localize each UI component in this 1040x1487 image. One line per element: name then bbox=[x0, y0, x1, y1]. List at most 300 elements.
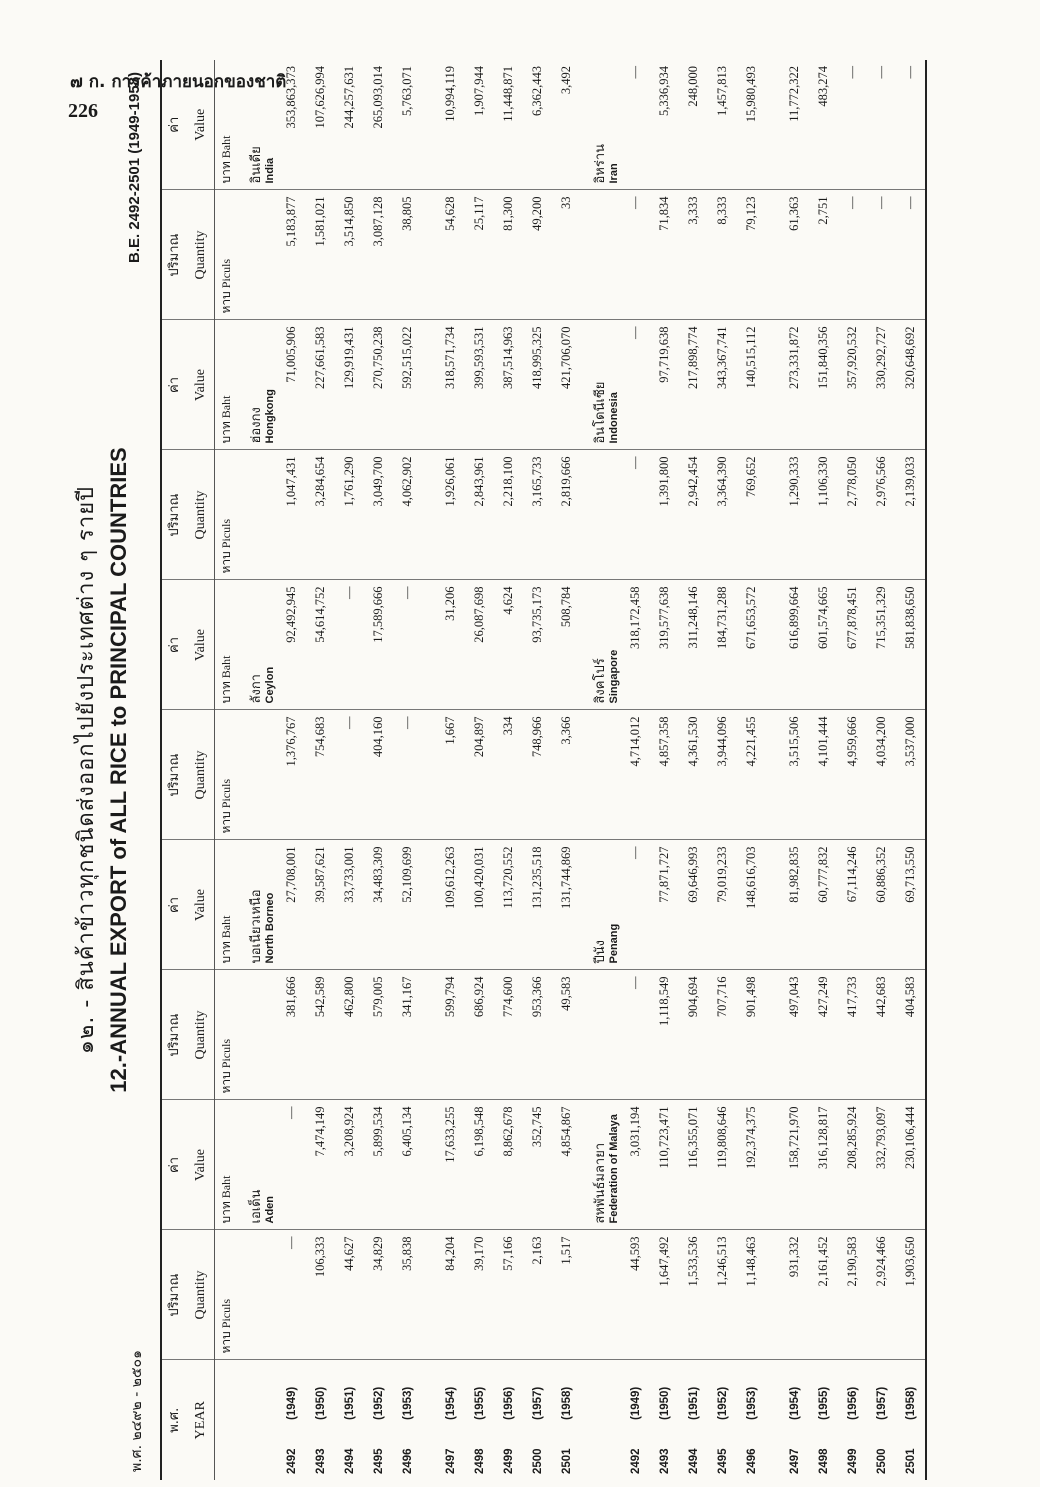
value-cell: 11,772,322 bbox=[780, 60, 809, 190]
country-spacer bbox=[581, 190, 621, 320]
quantity-cell: 404,160 bbox=[364, 710, 393, 840]
year-cell bbox=[552, 1360, 581, 1480]
quantity-cell: 1,246,513 bbox=[708, 1230, 737, 1360]
value-cell: 421,706,070 bbox=[552, 320, 581, 450]
quantity-cell: 4,959,666 bbox=[838, 710, 867, 840]
country-name-english: Ceylon bbox=[264, 666, 276, 704]
row-spacer-cell bbox=[766, 970, 780, 1100]
value-cell: 399,593,531 bbox=[465, 320, 494, 450]
page-number: 226 bbox=[68, 100, 98, 122]
value-cell: 100,420,031 bbox=[465, 840, 494, 970]
table-row bbox=[335, 60, 364, 1480]
value-cell: 60,886,352 bbox=[867, 840, 896, 970]
year-ad: (1953) bbox=[745, 1386, 758, 1420]
table-row bbox=[809, 60, 838, 1480]
value-cell: 129,919,431 bbox=[335, 320, 364, 450]
row-spacer-cell bbox=[766, 710, 780, 840]
country-name-thai: อินโดนีเซีย bbox=[593, 381, 608, 444]
value-cell: 330,292,727 bbox=[867, 320, 896, 450]
rice-export-table bbox=[160, 60, 927, 1480]
quantity-cell: 904,694 bbox=[679, 970, 708, 1100]
year-ad: (1956) bbox=[502, 1386, 515, 1420]
country-name bbox=[581, 60, 621, 190]
year-cell bbox=[838, 1360, 867, 1480]
quantity-cell: 462,800 bbox=[335, 970, 364, 1100]
value-cell: 54,614,752 bbox=[306, 580, 335, 710]
unit-piculs: หาบ Piculs bbox=[215, 710, 238, 840]
value-cell: 31,206 bbox=[436, 580, 465, 710]
row-spacer-cell bbox=[766, 450, 780, 580]
value-cell: 119,808,646 bbox=[708, 1100, 737, 1230]
row-spacer-cell bbox=[422, 1100, 436, 1230]
value-cell: 320,648,692 bbox=[896, 320, 926, 450]
year-ad: (1951) bbox=[343, 1386, 356, 1420]
unit-row bbox=[215, 60, 238, 1480]
table-row bbox=[780, 60, 809, 1480]
quantity-cell: 417,733 bbox=[838, 970, 867, 1100]
year-be: 2496 bbox=[745, 1448, 758, 1474]
quantity-cell: 1,761,290 bbox=[335, 450, 364, 580]
row-spacer-cell bbox=[766, 1360, 780, 1480]
quantity-cell: 1,533,536 bbox=[679, 1230, 708, 1360]
quantity-cell: 334 bbox=[494, 710, 523, 840]
quantity-cell: 2,843,961 bbox=[465, 450, 494, 580]
country-spacer bbox=[581, 710, 621, 840]
year-be: 2495 bbox=[372, 1448, 385, 1474]
quantity-cell: 49,200 bbox=[523, 190, 552, 320]
value-cell: 93,735,173 bbox=[523, 580, 552, 710]
quantity-cell: 1,903,650 bbox=[896, 1230, 926, 1360]
table-title-english: 12.-ANNUAL EXPORT of ALL RICE to PRINCIPAL COUNTRIES bbox=[106, 447, 131, 1093]
table-row bbox=[494, 60, 523, 1480]
value-cell: 131,235,518 bbox=[523, 840, 552, 970]
quantity-cell: 3,366 bbox=[552, 710, 581, 840]
quantity-cell: 2,218,100 bbox=[494, 450, 523, 580]
value-cell: 97,719,638 bbox=[650, 320, 679, 450]
year-be: 2496 bbox=[401, 1448, 414, 1474]
quantity-cell: 4,714,012 bbox=[621, 710, 650, 840]
quantity-cell: 404,583 bbox=[896, 970, 926, 1100]
year-be: 2492 bbox=[285, 1448, 298, 1474]
value-cell: — bbox=[621, 320, 650, 450]
quantity-cell: 4,062,902 bbox=[393, 450, 422, 580]
quantity-cell: 2,161,452 bbox=[809, 1230, 838, 1360]
val-header-thai: ค่า bbox=[167, 637, 182, 653]
value-cell: 109,612,263 bbox=[436, 840, 465, 970]
country-name bbox=[237, 60, 277, 190]
quantity-cell: 4,034,200 bbox=[867, 710, 896, 840]
quantity-cell: 953,366 bbox=[523, 970, 552, 1100]
year-ad: (1950) bbox=[314, 1386, 327, 1420]
qty-header-english: Quantity bbox=[193, 1270, 208, 1320]
value-cell: — bbox=[896, 60, 926, 190]
quantity-cell: 1,118,549 bbox=[650, 970, 679, 1100]
value-cell: 208,285,924 bbox=[838, 1100, 867, 1230]
table-row bbox=[306, 60, 335, 1480]
country-spacer bbox=[581, 970, 621, 1100]
value-cell: 671,653,572 bbox=[737, 580, 766, 710]
year-be: 2492 bbox=[629, 1448, 642, 1474]
table-row bbox=[523, 60, 552, 1480]
country-spacer bbox=[237, 1230, 277, 1360]
quantity-cell: 427,249 bbox=[809, 970, 838, 1100]
value-cell: 5,763,071 bbox=[393, 60, 422, 190]
value-cell: 418,995,325 bbox=[523, 320, 552, 450]
year-be: 2500 bbox=[875, 1448, 888, 1474]
quantity-cell: 754,683 bbox=[306, 710, 335, 840]
row-spacer-cell bbox=[422, 1230, 436, 1360]
row-spacer-cell bbox=[422, 320, 436, 450]
quantity-cell: 1,290,333 bbox=[780, 450, 809, 580]
quantity-cell: 748,966 bbox=[523, 710, 552, 840]
value-cell: 318,172,458 bbox=[621, 580, 650, 710]
quantity-cell: — bbox=[393, 710, 422, 840]
year-ad: (1952) bbox=[372, 1386, 385, 1420]
year-cell bbox=[650, 1360, 679, 1480]
country-name bbox=[237, 580, 277, 710]
year-be: 2501 bbox=[560, 1448, 573, 1474]
country-name-english: Indonesia bbox=[608, 392, 620, 444]
year-header bbox=[161, 1360, 215, 1480]
unit-blank bbox=[215, 1360, 238, 1480]
row-spacer bbox=[766, 60, 780, 1480]
unit-baht: บาท Baht bbox=[215, 60, 238, 190]
value-cell: 60,777,832 bbox=[809, 840, 838, 970]
row-spacer-cell bbox=[422, 580, 436, 710]
quantity-cell: 49,583 bbox=[552, 970, 581, 1100]
year-cell bbox=[809, 1360, 838, 1480]
year-ad: (1954) bbox=[788, 1386, 801, 1420]
quantity-cell: 57,166 bbox=[494, 1230, 523, 1360]
value-cell: 1,457,813 bbox=[708, 60, 737, 190]
value-cell: 6,405,134 bbox=[393, 1100, 422, 1230]
unit-baht: บาท Baht bbox=[215, 320, 238, 450]
table-title-thai: ๑๒. - สินค้าข้าวทุกชนิดส่งออกไปยังประเทศต่าง ๆ รายปี bbox=[74, 485, 99, 1055]
value-cell: 217,898,774 bbox=[679, 320, 708, 450]
table-row bbox=[708, 60, 737, 1480]
value-cell: 483,274 bbox=[809, 60, 838, 190]
val-header-english: Value bbox=[193, 629, 208, 661]
value-cell: — bbox=[621, 840, 650, 970]
row-spacer-cell bbox=[766, 320, 780, 450]
country-row-blank bbox=[237, 1360, 277, 1480]
qty-header-thai: ปริมาณ bbox=[167, 1013, 182, 1057]
value-cell: 151,840,356 bbox=[809, 320, 838, 450]
country-name-english: North Borneo bbox=[264, 892, 276, 964]
value-cell: 3,492 bbox=[552, 60, 581, 190]
value-cell: 26,087,698 bbox=[465, 580, 494, 710]
value-cell: — bbox=[335, 580, 364, 710]
quantity-cell: 341,167 bbox=[393, 970, 422, 1100]
value-cell: 677,878,451 bbox=[838, 580, 867, 710]
value-cell: 715,351,329 bbox=[867, 580, 896, 710]
country-spacer bbox=[581, 450, 621, 580]
country-name-thai: บอเนียวเหนือ bbox=[249, 889, 264, 964]
value-cell: 79,019,233 bbox=[708, 840, 737, 970]
year-be: 2500 bbox=[531, 1448, 544, 1474]
value-cell: 332,793,097 bbox=[867, 1100, 896, 1230]
value-cell: — bbox=[621, 60, 650, 190]
value-cell: 357,920,532 bbox=[838, 320, 867, 450]
value-cell: 616,899,664 bbox=[780, 580, 809, 710]
quantity-cell: 3,515,506 bbox=[780, 710, 809, 840]
year-ad: (1955) bbox=[817, 1386, 830, 1420]
quantity-cell: 5,183,877 bbox=[277, 190, 306, 320]
unit-baht: บาท Baht bbox=[215, 580, 238, 710]
value-cell: 6,198,548 bbox=[465, 1100, 494, 1230]
quantity-cell: 81,300 bbox=[494, 190, 523, 320]
row-spacer-cell bbox=[422, 1360, 436, 1480]
val-header-english: Value bbox=[193, 108, 208, 141]
country-name-thai: ฮ่องกง bbox=[249, 407, 264, 444]
value-cell: 319,577,638 bbox=[650, 580, 679, 710]
quantity-cell: — bbox=[277, 1230, 306, 1360]
value-cell: 77,871,727 bbox=[650, 840, 679, 970]
country-spacer bbox=[237, 970, 277, 1100]
value-cell: 318,571,734 bbox=[436, 320, 465, 450]
value-cell: 581,838,650 bbox=[896, 580, 926, 710]
country-name-english: Iran bbox=[608, 163, 620, 184]
qty-header-english: Quantity bbox=[193, 230, 208, 280]
value-cell: 5,336,934 bbox=[650, 60, 679, 190]
quantity-cell: 774,600 bbox=[494, 970, 523, 1100]
quantity-cell: 931,332 bbox=[780, 1230, 809, 1360]
quantity-cell: 3,087,128 bbox=[364, 190, 393, 320]
quantity-header bbox=[161, 710, 215, 840]
value-cell: 39,587,621 bbox=[306, 840, 335, 970]
country-name bbox=[581, 320, 621, 450]
quantity-cell: 1,148,463 bbox=[737, 1230, 766, 1360]
year-be: 2499 bbox=[502, 1448, 515, 1474]
year-header-thai: พ.ศ. bbox=[167, 1407, 182, 1433]
value-cell: 69,713,550 bbox=[896, 840, 926, 970]
country-name-english: Aden bbox=[264, 1196, 276, 1224]
value-cell: 113,720,552 bbox=[494, 840, 523, 970]
value-cell: 265,093,014 bbox=[364, 60, 393, 190]
country-name-thai: ลังกา bbox=[249, 674, 264, 704]
year-be: 2494 bbox=[343, 1448, 356, 1474]
table-row bbox=[552, 60, 581, 1480]
value-cell: 3,208,924 bbox=[335, 1100, 364, 1230]
table-row bbox=[679, 60, 708, 1480]
value-cell: 387,514,963 bbox=[494, 320, 523, 450]
row-spacer-cell bbox=[422, 450, 436, 580]
year-range-thai: พ.ศ. ๒๔๙๒ - ๒๕๐๑ bbox=[129, 1350, 145, 1472]
country-row bbox=[581, 60, 621, 1480]
value-cell: 110,723,471 bbox=[650, 1100, 679, 1230]
year-be: 2501 bbox=[904, 1448, 917, 1474]
qty-header-thai: ปริมาณ bbox=[167, 493, 182, 537]
quantity-header bbox=[161, 450, 215, 580]
quantity-cell: 542,589 bbox=[306, 970, 335, 1100]
quantity-cell: 769,652 bbox=[737, 450, 766, 580]
quantity-cell: 79,123 bbox=[737, 190, 766, 320]
value-cell: — bbox=[838, 60, 867, 190]
quantity-header bbox=[161, 190, 215, 320]
unit-piculs: หาบ Piculs bbox=[215, 970, 238, 1100]
value-cell: 17,589,666 bbox=[364, 580, 393, 710]
quantity-cell: 3,514,850 bbox=[335, 190, 364, 320]
year-ad: (1952) bbox=[716, 1386, 729, 1420]
value-cell: 148,616,703 bbox=[737, 840, 766, 970]
row-spacer-cell bbox=[766, 1230, 780, 1360]
row-spacer-cell bbox=[766, 1100, 780, 1230]
quantity-cell: 1,391,800 bbox=[650, 450, 679, 580]
quantity-cell: 1,376,767 bbox=[277, 710, 306, 840]
value-cell: 52,109,699 bbox=[393, 840, 422, 970]
year-ad: (1950) bbox=[658, 1386, 671, 1420]
quantity-cell: — bbox=[621, 970, 650, 1100]
quantity-cell: 39,170 bbox=[465, 1230, 494, 1360]
year-ad: (1949) bbox=[285, 1386, 298, 1420]
year-cell bbox=[867, 1360, 896, 1480]
country-row bbox=[237, 60, 277, 1480]
quantity-cell: — bbox=[867, 190, 896, 320]
quantity-cell: — bbox=[896, 190, 926, 320]
year-cell bbox=[494, 1360, 523, 1480]
quantity-cell: 707,716 bbox=[708, 970, 737, 1100]
quantity-cell: 1,106,330 bbox=[809, 450, 838, 580]
quantity-cell: 71,834 bbox=[650, 190, 679, 320]
year-range-english: B.E. 2492-2501 (1949-1958) bbox=[126, 72, 143, 263]
year-be: 2498 bbox=[817, 1448, 830, 1474]
country-spacer bbox=[237, 190, 277, 320]
value-cell: 140,515,112 bbox=[737, 320, 766, 450]
value-cell: 69,646,993 bbox=[679, 840, 708, 970]
value-cell: 316,128,817 bbox=[809, 1100, 838, 1230]
val-header-thai: ค่า bbox=[167, 1157, 182, 1173]
quantity-cell: 2,942,454 bbox=[679, 450, 708, 580]
quantity-cell: 25,117 bbox=[465, 190, 494, 320]
quantity-cell: 106,333 bbox=[306, 1230, 335, 1360]
value-cell: 353,863,373 bbox=[277, 60, 306, 190]
row-spacer-cell bbox=[766, 840, 780, 970]
row-spacer-cell bbox=[422, 190, 436, 320]
year-be: 2493 bbox=[314, 1448, 327, 1474]
year-cell bbox=[780, 1360, 809, 1480]
quantity-cell: 1,667 bbox=[436, 710, 465, 840]
value-cell: 311,248,146 bbox=[679, 580, 708, 710]
value-cell: 4,854,867 bbox=[552, 1100, 581, 1230]
quantity-cell: 33 bbox=[552, 190, 581, 320]
year-header-english: YEAR bbox=[193, 1401, 208, 1440]
value-cell: 244,257,631 bbox=[335, 60, 364, 190]
qty-header-english: Quantity bbox=[193, 490, 208, 540]
year-cell bbox=[465, 1360, 494, 1480]
unit-piculs: หาบ Piculs bbox=[215, 1230, 238, 1360]
value-cell: 10,994,119 bbox=[436, 60, 465, 190]
country-name bbox=[237, 1100, 277, 1230]
qty-header-thai: ปริมาณ bbox=[167, 753, 182, 797]
year-cell bbox=[708, 1360, 737, 1480]
year-ad: (1949) bbox=[629, 1386, 642, 1420]
year-ad: (1957) bbox=[875, 1386, 888, 1420]
val-header-thai: ค่า bbox=[167, 377, 182, 393]
value-header bbox=[161, 580, 215, 710]
quantity-cell: — bbox=[838, 190, 867, 320]
value-cell: 27,708,001 bbox=[277, 840, 306, 970]
value-cell: 592,515,022 bbox=[393, 320, 422, 450]
country-name-english: India bbox=[264, 157, 276, 184]
value-cell: 4,624 bbox=[494, 580, 523, 710]
year-cell bbox=[277, 1360, 306, 1480]
val-header-thai: ค่า bbox=[167, 897, 182, 913]
country-name-thai: สิงคโปร์ bbox=[593, 658, 608, 704]
value-cell: 15,980,493 bbox=[737, 60, 766, 190]
value-cell: — bbox=[867, 60, 896, 190]
quantity-cell: 2,163 bbox=[523, 1230, 552, 1360]
quantity-cell: 686,924 bbox=[465, 970, 494, 1100]
year-ad: (1955) bbox=[473, 1386, 486, 1420]
quantity-cell: 3,537,000 bbox=[896, 710, 926, 840]
quantity-cell: 442,683 bbox=[867, 970, 896, 1100]
table-row bbox=[621, 60, 650, 1480]
unit-piculs: หาบ Piculs bbox=[215, 190, 238, 320]
quantity-cell: 35,838 bbox=[393, 1230, 422, 1360]
quantity-cell: 1,517 bbox=[552, 1230, 581, 1360]
year-be: 2497 bbox=[444, 1448, 457, 1474]
value-cell: 343,367,741 bbox=[708, 320, 737, 450]
country-spacer bbox=[237, 450, 277, 580]
quantity-cell: 44,593 bbox=[621, 1230, 650, 1360]
row-spacer-cell bbox=[422, 840, 436, 970]
val-header-thai: ค่า bbox=[167, 116, 182, 133]
value-cell: 33,733,001 bbox=[335, 840, 364, 970]
quantity-cell: 3,284,654 bbox=[306, 450, 335, 580]
value-cell: 192,374,375 bbox=[737, 1100, 766, 1230]
country-name-thai: สหพันธ์มลายา bbox=[593, 1142, 608, 1224]
quantity-cell: — bbox=[621, 450, 650, 580]
year-cell bbox=[679, 1360, 708, 1480]
country-name bbox=[237, 840, 277, 970]
country-row-blank bbox=[581, 1360, 621, 1480]
value-cell: 248,000 bbox=[679, 60, 708, 190]
quantity-cell: 2,976,566 bbox=[867, 450, 896, 580]
value-cell: 601,574,665 bbox=[809, 580, 838, 710]
value-header bbox=[161, 840, 215, 970]
year-cell bbox=[737, 1360, 766, 1480]
value-cell: 352,745 bbox=[523, 1100, 552, 1230]
value-cell: — bbox=[393, 580, 422, 710]
quantity-cell: 497,043 bbox=[780, 970, 809, 1100]
quantity-cell: 2,190,583 bbox=[838, 1230, 867, 1360]
year-ad: (1954) bbox=[444, 1386, 457, 1420]
country-name-english: Singapore bbox=[608, 649, 620, 704]
country-name-thai: เอเด็น bbox=[249, 1189, 264, 1224]
table-row bbox=[838, 60, 867, 1480]
value-cell: 230,106,444 bbox=[896, 1100, 926, 1230]
value-header bbox=[161, 60, 215, 190]
year-be: 2495 bbox=[716, 1448, 729, 1474]
quantity-cell: 61,363 bbox=[780, 190, 809, 320]
year-ad: (1953) bbox=[401, 1386, 414, 1420]
quantity-cell: 2,751 bbox=[809, 190, 838, 320]
country-name-english: Hongkong bbox=[264, 389, 276, 444]
value-cell: 7,474,149 bbox=[306, 1100, 335, 1230]
value-cell: 508,784 bbox=[552, 580, 581, 710]
value-cell: 81,982,835 bbox=[780, 840, 809, 970]
quantity-cell: 2,819,666 bbox=[552, 450, 581, 580]
row-spacer-cell bbox=[766, 60, 780, 190]
row-spacer-cell bbox=[422, 60, 436, 190]
year-be: 2497 bbox=[788, 1448, 801, 1474]
quantity-cell: 204,897 bbox=[465, 710, 494, 840]
year-cell bbox=[306, 1360, 335, 1480]
year-cell bbox=[364, 1360, 393, 1480]
unit-piculs: หาบ Piculs bbox=[215, 450, 238, 580]
country-name-thai: ปีนัง bbox=[593, 940, 608, 964]
rotated-table-page bbox=[60, 60, 1020, 1480]
